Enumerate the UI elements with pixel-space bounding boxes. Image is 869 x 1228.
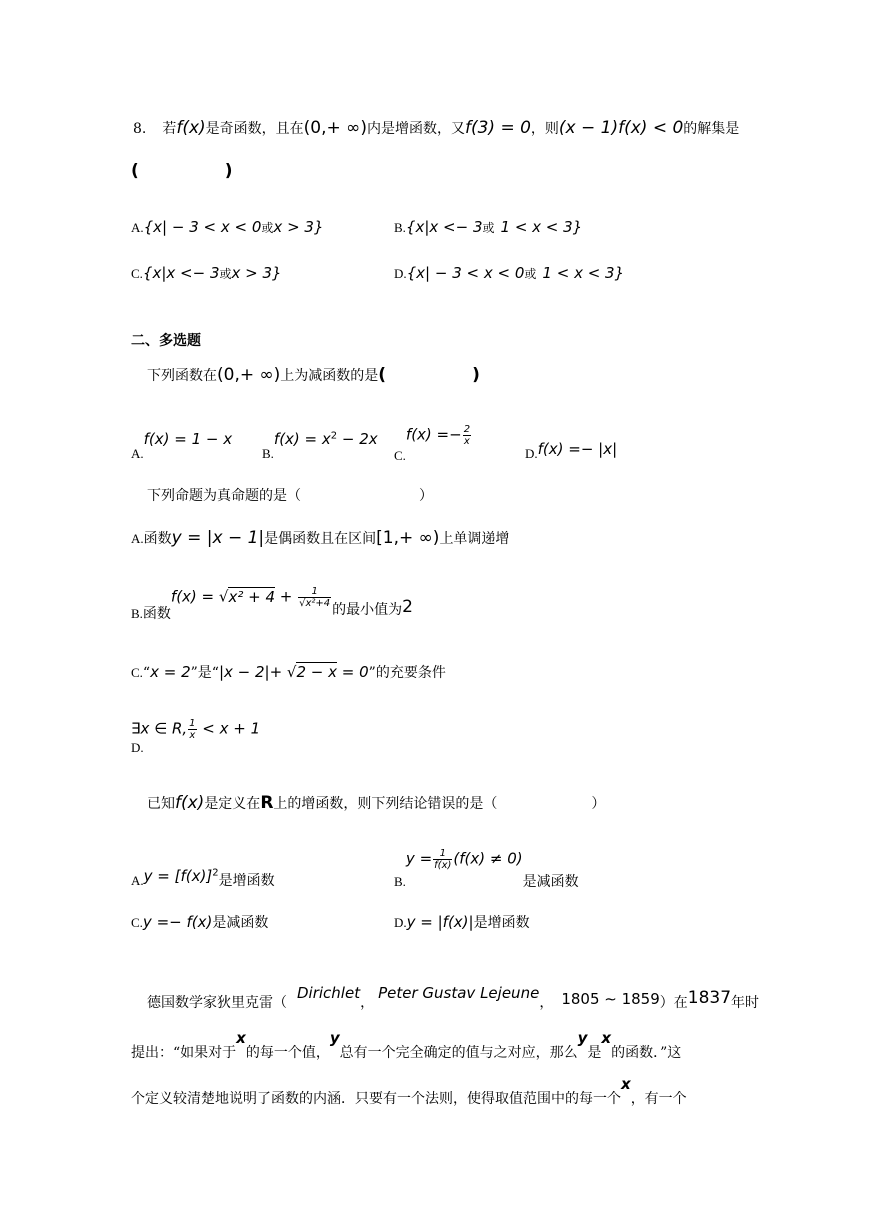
mq1-paren: (: [378, 365, 387, 385]
q8-option-c: [131, 264, 282, 282]
mq3-option-c: [131, 912, 268, 932]
q8-answer-paren: ( ): [131, 161, 233, 181]
option-math: y =: [405, 849, 433, 868]
option-math: 1 < x < 3}: [542, 264, 625, 282]
mq2-text: ）: [419, 488, 433, 504]
mq1-option-a: [131, 430, 233, 461]
option-radicand: x² + 4: [228, 587, 275, 606]
para-math: 1805 ∼ 1859: [561, 990, 660, 1008]
option-label: D.: [525, 446, 538, 461]
option-text: 是减函数: [212, 915, 269, 931]
option-label: A.: [131, 220, 144, 235]
q8-text: 内是增函数，又: [366, 121, 465, 137]
mq1-stem: [147, 365, 480, 385]
option-label: D.: [394, 915, 407, 930]
mq3-stem: [147, 793, 605, 813]
option-math: f(x) = √: [170, 587, 229, 606]
mq2-text: 下列命题为真命题的是（: [147, 488, 301, 504]
para-math: y: [577, 1029, 588, 1047]
mq3-fx: f(x): [175, 793, 205, 813]
para-line-2: [131, 1029, 682, 1062]
option-math: y = |f(x)|: [406, 913, 474, 931]
q8-f3: f(3) = 0: [464, 118, 531, 138]
option-sup: 2: [212, 867, 219, 879]
option-label: A.: [131, 531, 144, 546]
para-text: 年时: [731, 995, 760, 1011]
q8-number: 8.: [133, 121, 147, 137]
q8-text: 的解集是: [683, 121, 740, 137]
mq3-text: 是定义在: [204, 796, 261, 812]
option-label: C.: [394, 447, 406, 463]
option-text: ”的充要条件: [368, 665, 446, 681]
option-label: C.: [131, 665, 143, 680]
option-fraction: $\frac{1}{x}$: [189, 718, 196, 741]
option-label: B.: [394, 873, 406, 889]
option-text: “: [142, 665, 151, 681]
option-text: 是增函数: [473, 915, 530, 931]
option-math: {x|x <− 3: [405, 218, 483, 236]
option-math: − 2x: [337, 430, 378, 448]
option-math: {x| − 3 < x < 0: [143, 218, 262, 236]
q8-text: ，则: [530, 121, 559, 137]
q8-stem: [133, 118, 739, 138]
option-text: 函数: [143, 531, 172, 547]
mq1-paren: ): [472, 365, 480, 385]
para-line-1: [147, 984, 760, 1012]
q8-text: 若: [162, 121, 177, 137]
para-math: x: [601, 1029, 612, 1047]
para-text: 的每一个值，: [245, 1045, 330, 1061]
option-or: 或: [482, 221, 495, 235]
option-math: x = 2: [150, 663, 191, 681]
option-label: C.: [131, 266, 143, 281]
para-math: Peter Gustav Lejeune: [378, 984, 540, 1002]
para-text: 德国数学家狄里克雷（: [147, 995, 287, 1011]
mq3-reals: R: [260, 793, 274, 813]
para-math: y: [329, 1029, 340, 1047]
option-label: B.: [131, 605, 143, 621]
option-math: x > 3}: [273, 218, 324, 236]
mq2-option-d: [131, 718, 260, 741]
q8-option-d: [394, 264, 624, 282]
mq3-option-b: [394, 848, 579, 890]
option-text: 是偶函数且在区间: [264, 531, 377, 547]
q8-text: 是奇函数，且在: [205, 121, 304, 137]
option-math: [1,+ ∞): [376, 528, 440, 548]
option-math: f(x) = x: [273, 430, 331, 448]
option-math: f(x) =−: [405, 425, 462, 444]
option-label: D.: [394, 266, 407, 281]
mq3-option-a: [131, 866, 275, 889]
para-text: ，: [539, 995, 554, 1011]
option-text: 上单调递增: [439, 531, 510, 547]
option-label: D.: [131, 740, 144, 755]
q8-option-a: [131, 218, 324, 236]
para-math: x: [621, 1075, 631, 1093]
option-label: A.: [131, 873, 144, 888]
option-math: {x| − 3 < x < 0: [406, 264, 525, 282]
option-sup: 2: [330, 430, 338, 442]
option-label: B.: [262, 446, 274, 461]
mq3-option-d: [394, 912, 530, 932]
option-or: 或: [524, 267, 537, 281]
option-math: {x|x <− 3: [142, 264, 220, 282]
para-text: 是: [587, 1045, 602, 1061]
mq3-text: 上的增函数，则下列结论错误的是（: [273, 796, 498, 812]
option-text: 是减函数: [522, 873, 579, 890]
option-math: ∃x ∈ R,: [131, 719, 188, 738]
mq1-text: 下列函数在: [147, 368, 217, 384]
option-math: +: [275, 587, 298, 606]
option-math: (f(x) ≠ 0): [453, 849, 523, 868]
para-text: 个定义较清楚地说明了函数的内涵．只要有一个法则，使得取值范围中的每一个: [131, 1091, 621, 1107]
para-text: 的函数．”这: [611, 1045, 682, 1061]
mq1-option-c: [394, 424, 472, 463]
option-math: |x − 2|+ √: [218, 663, 297, 681]
option-math: y =− f(x): [142, 913, 213, 931]
q8-fx: f(x): [176, 118, 206, 138]
option-label: A.: [131, 446, 144, 461]
option-text: 函数: [142, 605, 171, 622]
para-math: Dirichlet: [297, 984, 361, 1002]
option-text: 的最小值为: [332, 601, 403, 618]
option-math: y = [f(x)]: [143, 867, 213, 885]
mq2-option-a: [131, 528, 509, 548]
mq3-text: ）: [591, 796, 606, 812]
mq1-text: 上为减函数的是: [280, 368, 379, 384]
q8-option-b: [394, 218, 582, 236]
para-text: 提出：“如果对于: [131, 1045, 237, 1061]
option-fraction: $\frac{1}{\text{√x²+4}}$: [299, 586, 331, 609]
option-math: 2: [402, 596, 413, 617]
para-math: x: [236, 1029, 246, 1047]
mq1-option-b: [262, 430, 378, 461]
option-math: y = |x − 1|: [171, 528, 265, 548]
option-radicand: 2 − x: [296, 663, 338, 681]
para-text: ，有一个: [630, 1091, 687, 1107]
mq2-option-b: [131, 586, 413, 622]
option-text: 是增函数: [218, 873, 275, 889]
option-math: < x + 1: [197, 719, 261, 738]
q8-interval: (0,+ ∞): [303, 118, 367, 138]
option-math: 1 < x < 3}: [500, 218, 583, 236]
section-title: 二、多选题: [131, 333, 201, 349]
mq3-text: 已知: [147, 796, 175, 812]
mq2-stem: [147, 485, 433, 505]
para-line-3: [131, 1075, 687, 1108]
option-math: f(x) = 1 − x: [143, 430, 233, 448]
option-math: = 0: [337, 663, 369, 681]
option-or: 或: [219, 267, 232, 281]
option-math: f(x) =− |x|: [537, 440, 618, 458]
option-label: B.: [394, 220, 406, 235]
option-math: x > 3}: [231, 264, 282, 282]
q8-inequality: (x − 1)f(x) < 0: [558, 118, 684, 138]
para-text: 总有一个完全确定的值与之对应，那么: [339, 1045, 578, 1061]
mq1-interval: (0,+ ∞): [217, 365, 281, 385]
para-text: ）在: [659, 995, 688, 1011]
option-label: C.: [131, 915, 143, 930]
para-text: ，: [360, 995, 375, 1011]
option-text: ”是“: [190, 665, 219, 681]
para-math: 1837: [687, 988, 732, 1008]
option-or: 或: [261, 221, 274, 235]
option-fraction: $\frac{2}{x}$: [463, 424, 471, 447]
mq1-option-d: [525, 440, 618, 461]
mq2-option-c: [131, 662, 446, 682]
option-fraction: $\frac{1}{f(x)}$: [434, 848, 452, 871]
